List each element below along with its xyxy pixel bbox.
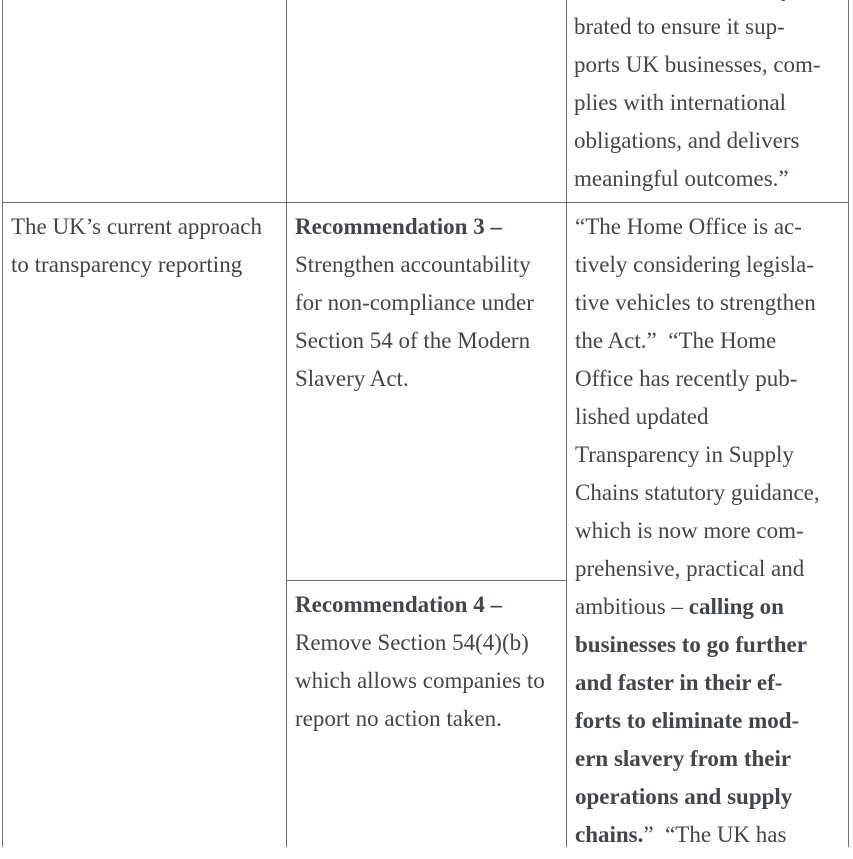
text-run: report no action taken. [295,706,502,731]
text-run: to transparency reporting [11,252,243,277]
text-run: ambitious – [575,594,689,619]
text-run: Section 54 of the Modern [295,328,531,353]
text-line [295,208,559,246]
topic-text [3,203,286,289]
text-line [574,46,841,84]
bold-text-run: chains. [575,822,644,847]
text-line [575,512,841,550]
text-run: tive vehicles to strengthen [575,290,816,315]
recommendations-cell [287,203,567,847]
document-table [2,0,849,847]
response-quote-text [567,203,848,859]
bold-text-run: calling on [688,594,784,619]
text-run: tively considering legisla- [575,252,814,277]
text-run: prehensive, practical and [575,556,805,581]
text-line [295,662,559,700]
text-run: The UK’s current approach [11,214,262,239]
text-line [11,208,279,246]
row1-middle-cell [287,0,567,202]
text-run: Remove Section 54(4)(b) [295,630,529,655]
row1-response-cell [567,0,848,202]
text-line [575,626,841,664]
text-run: “The Home Office is ac- [575,214,802,239]
table-row-top [3,0,848,203]
response-quote-cell [567,203,848,847]
text-run: the Act.” “The Home [575,328,777,353]
text-line [575,664,841,702]
text-run: which allows companies to [295,668,545,693]
recommendation-4-cell [287,581,566,847]
text-line [295,624,559,662]
text-run: meaningful outcomes.” [574,166,789,191]
text-line [574,122,841,160]
text-run: ” “The UK has [643,822,787,847]
text-line [575,360,841,398]
row1-response-lines [574,8,841,198]
text-line [575,588,841,626]
text-line [575,246,841,284]
text-line [574,8,841,46]
bold-text-run: forts to eliminate mod- [575,708,800,733]
bold-text-run: Recommendation 3 – [295,214,502,239]
clipped-text-fragment [574,0,841,8]
text-line [295,246,559,284]
text-run: Transparency in Supply [575,442,794,467]
text-run: brated to ensure it sup- [574,14,785,39]
text-line [575,740,841,778]
recommendation-3-cell [287,203,566,581]
text-line [574,84,841,122]
recommendation-4-text [287,581,566,743]
text-line [575,284,841,322]
text-run: obligations, and delivers [574,128,800,153]
bold-text-run: operations and supply [575,784,793,809]
text-line [295,284,559,322]
text-line [295,360,559,398]
text-run: for non-compliance under [295,290,534,315]
recommendation-3-text [287,203,566,403]
text-line [575,550,841,588]
row1-response-text [567,0,848,198]
text-line [575,322,841,360]
text-run: ports UK businesses, com- [574,52,821,77]
text-line [575,436,841,474]
text-line [575,208,841,246]
bold-text-run: and faster in their ef- [575,670,783,695]
text-run: Chains statutory guidance, [575,480,820,505]
text-run: Strengthen accountability [295,252,531,277]
row1-left-cell [3,0,287,202]
text-line [295,322,559,360]
topic-cell [3,203,287,847]
bold-text-run: Recommendation 4 – [295,592,502,617]
text-run: which is now more com- [575,518,804,543]
text-line [295,700,559,738]
text-run: Office has recently pub- [575,366,798,391]
text-line [575,816,841,854]
bold-text-run: ern slavery from their [575,746,792,771]
text-line [575,778,841,816]
text-run: Slavery Act. [295,366,409,391]
text-line [295,586,559,624]
text-line [575,702,841,740]
text-line [575,474,841,512]
text-line [11,246,279,284]
text-line [575,398,841,436]
table-row-transparency [3,203,848,847]
text-line [574,160,841,198]
text-run: lished updated [575,404,709,429]
text-run: plies with international [574,90,787,115]
bold-text-run: businesses to go further [575,632,807,657]
